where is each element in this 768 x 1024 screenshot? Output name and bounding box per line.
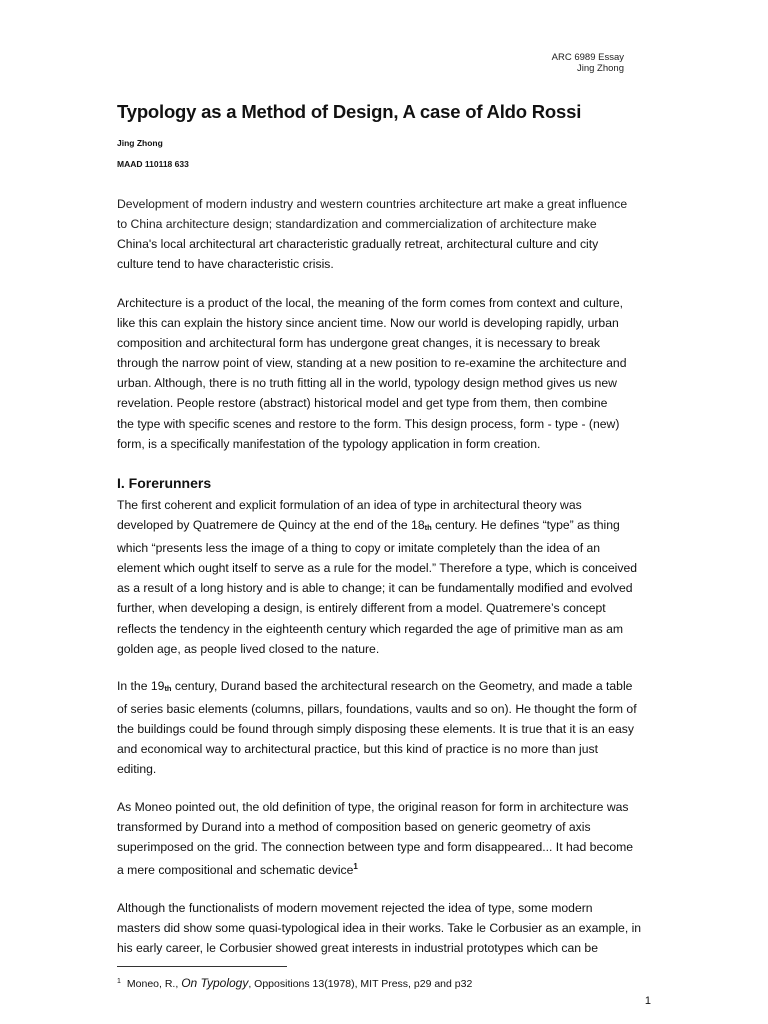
- text-line: culture tend to have characteristic crisis.: [117, 257, 334, 272]
- author-name: Jing Zhong: [117, 138, 163, 148]
- running-header: [552, 52, 624, 74]
- text-line: [117, 857, 657, 880]
- text-line: reflects the tendency in the eighteenth century which regarded the age of primitive man as am: [117, 621, 624, 636]
- text-line: golden age, as people lived closed to the nature.: [117, 641, 380, 656]
- text-line: to China architecture design; standardization and commercialization of architecture make: [117, 217, 597, 232]
- text-line: The first coherent and explicit formulation of an idea of type in architectural theory was: [117, 498, 582, 512]
- text-line: masters did show some quasi-typological idea in their works. Take le Corbusier as an example, in: [117, 921, 642, 936]
- text-fragment: century. He defines “type” as thing: [431, 518, 620, 533]
- section-heading: I. Forerunners: [117, 475, 212, 491]
- text-line: [117, 676, 657, 699]
- text-line: [117, 515, 657, 538]
- page-number: 1: [644, 995, 651, 1007]
- text-line: urban. Although, there is no truth fitting all in the world, typology design method gives us new: [117, 376, 617, 391]
- footnote-rest: , Oppositions 13(1978), MIT Press, p29 and p32: [248, 978, 473, 990]
- text-line: revelation. People restore (abstract) historical model and get type from them, then combine: [117, 396, 608, 411]
- ordinal-suffix: th: [164, 684, 172, 693]
- footnote: [117, 976, 472, 990]
- text-line: composition and architectural form has undergone great changes, it is necessary to break: [117, 336, 601, 351]
- footnote-divider: [117, 966, 287, 967]
- text-fragment: century, Durand based the architectural research on the Geometry, and made a table: [171, 679, 633, 693]
- paragraph-5: [117, 797, 657, 880]
- text-line: transformed by Durand into a method of composition based on generic geometry of axis: [117, 820, 591, 835]
- text-line: form, is a specifically manifestation of the typology application in form creation.: [117, 436, 541, 451]
- footnote-number: 1: [117, 978, 121, 985]
- footnote-author: Moneo, R.,: [126, 978, 179, 990]
- text-line: China's local architectural art characteristic gradually retreat, architectural culture and city: [117, 237, 599, 252]
- text-fragment: developed by Quatremere de Quincy at the end of the 18: [117, 518, 425, 533]
- header-course: ARC 6989 Essay: [551, 52, 624, 63]
- text-line: as a result of a long history and is able to change; it can be fundamentally modified and evolved: [117, 581, 633, 596]
- text-line: the buildings could be found through simply disposing these elements. It is true that it is an easy: [117, 722, 634, 737]
- ordinal-suffix: th: [424, 523, 432, 533]
- text-fragment: In the 19: [117, 679, 165, 693]
- text-line: Architecture is a product of the local, the meaning of the form comes from context and culture,: [117, 296, 624, 310]
- footnote-reference[interactable]: 1: [353, 862, 358, 872]
- text-line: which “presents less the image of a thing to copy or imitate completely than the idea of an: [117, 541, 601, 556]
- text-line: Although the functionalists of modern movement rejected the idea of type, some modern: [117, 901, 593, 915]
- text-line: element which ought itself to serve as a rule for the model.” Therefore a type, which is conceived: [117, 561, 638, 576]
- text-fragment: a mere compositional and schematic device: [117, 863, 354, 878]
- text-line: superimposed on the grid. The connection between type and form disappeared... It had become: [117, 840, 634, 855]
- text-line: Development of modern industry and western countries architecture art make a great influence: [117, 197, 628, 211]
- student-id: MAAD 110118 633: [117, 159, 189, 169]
- paragraph-4: [117, 676, 657, 779]
- paragraph-3: [117, 495, 657, 659]
- paragraph-2: [117, 293, 657, 454]
- text-line: the type with specific scenes and restore to the form. This design process, form - type - (new): [117, 416, 620, 431]
- footnote-title: On Typology: [181, 976, 249, 990]
- text-line: further, when developing a design, is entirely different from a model. Quatremere’s concept: [117, 601, 606, 616]
- paragraph-6: [117, 898, 657, 958]
- text-line: and economical way to architectural practice, but this kind of practice is no more than just: [117, 742, 598, 757]
- header-author: Jing Zhong: [576, 63, 624, 74]
- text-line: through the narrow point of view, standing at a new position to re-examine the architecture and: [117, 356, 627, 371]
- text-line: editing.: [117, 762, 157, 777]
- document-title: Typology as a Method of Design, A case of Aldo Rossi: [117, 101, 582, 122]
- text-line: of series basic elements (columns, pillars, foundations, vaults and so on). He thought the form of: [117, 702, 637, 717]
- text-line: As Moneo pointed out, the old definition of type, the original reason for form in architecture was: [117, 800, 629, 814]
- text-line: his early career, le Corbusier showed great interests in industrial prototypes which can be: [117, 941, 598, 956]
- text-line: like this can explain the history since ancient time. Now our world is developing rapidly, urban: [117, 316, 619, 331]
- intro-paragraph: [117, 194, 657, 274]
